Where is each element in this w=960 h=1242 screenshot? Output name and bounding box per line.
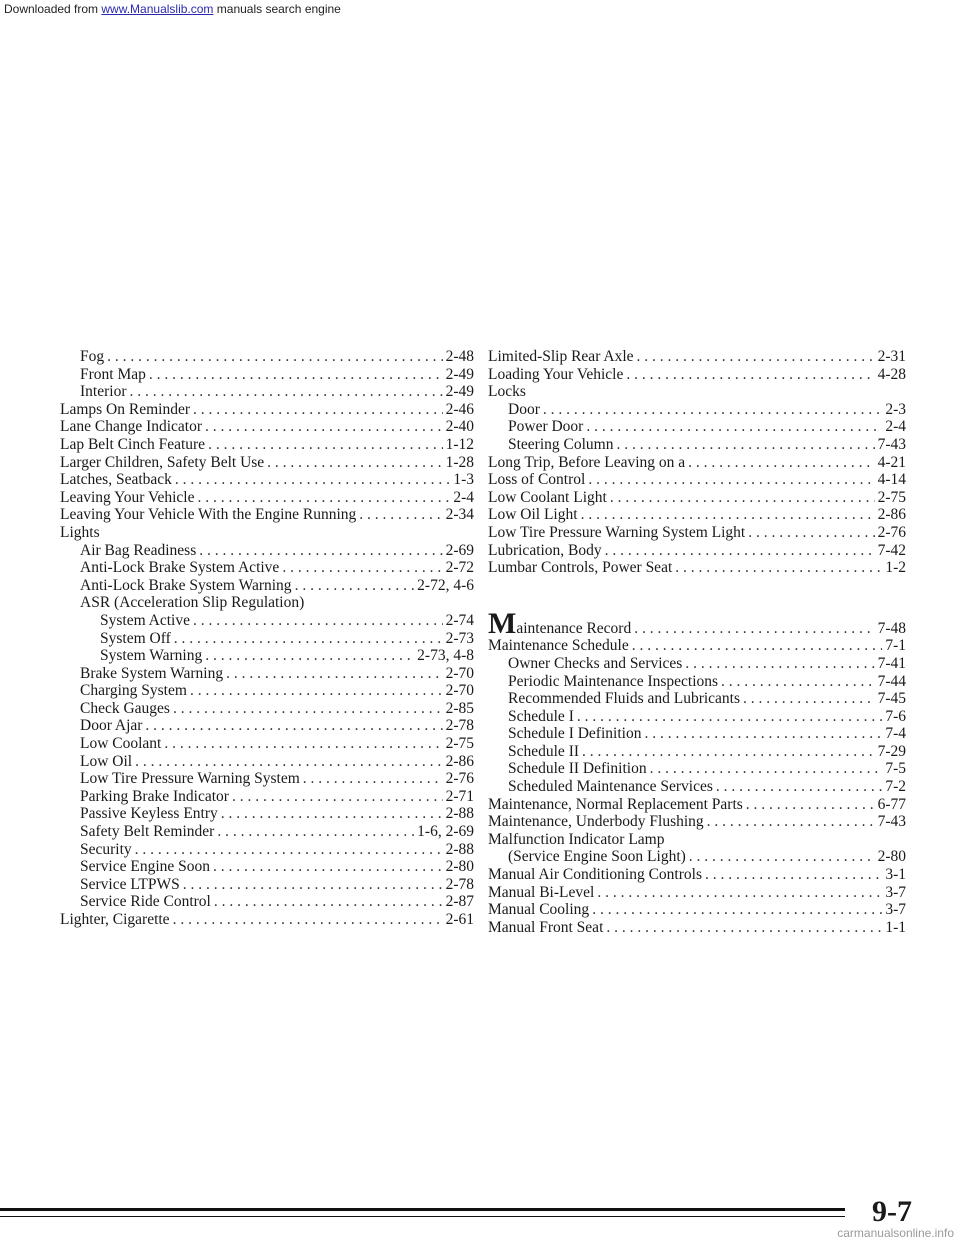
index-entry-label: Door Ajar bbox=[80, 717, 143, 735]
manualslib-link[interactable]: www.Manualslib.com bbox=[101, 2, 214, 16]
index-entry bbox=[60, 876, 474, 894]
leader-dots bbox=[175, 471, 450, 489]
index-entry bbox=[60, 753, 474, 771]
index-entry-label: Anti-Lock Brake System Active bbox=[80, 559, 280, 577]
index-column-left bbox=[60, 348, 474, 929]
index-entry-page: 2-4 bbox=[453, 488, 474, 506]
index-entry-page: 1-3 bbox=[453, 471, 474, 489]
index-entry-label: Periodic Maintenance Inspections bbox=[508, 672, 719, 690]
section-initial: M bbox=[488, 606, 517, 640]
index-entry-label: Leaving Your Vehicle With the Engine Running bbox=[60, 506, 357, 524]
leader-dots bbox=[616, 436, 874, 454]
index-entry-page: 6-77 bbox=[877, 795, 906, 813]
index-entry-label: Charging System bbox=[80, 682, 187, 700]
index-entry-label: Maintenance Schedule bbox=[488, 637, 629, 655]
index-entry-label: Manual Air Conditioning Controls bbox=[488, 866, 702, 884]
index-entry bbox=[60, 682, 474, 700]
index-entry-page: 2-70 bbox=[445, 682, 474, 700]
index-entry bbox=[488, 489, 906, 507]
index-entry bbox=[60, 717, 474, 735]
index-entry-label: Scheduled Maintenance Services bbox=[508, 778, 713, 796]
leader-dots bbox=[208, 436, 443, 454]
index-entry-label: Brake System Warning bbox=[80, 664, 224, 682]
index-entry-page: 2-88 bbox=[445, 840, 474, 858]
index-entry-page: 7-44 bbox=[877, 672, 906, 690]
leader-dots bbox=[129, 383, 442, 401]
index-entry bbox=[488, 542, 906, 560]
index-entry-page: 3-7 bbox=[885, 901, 906, 919]
leader-dots bbox=[577, 708, 882, 726]
leader-dots bbox=[205, 418, 443, 436]
leader-dots bbox=[543, 401, 882, 419]
index-entry-label: Low Coolant Light bbox=[488, 488, 607, 506]
index-entry-page: 1-6, 2-69 bbox=[417, 823, 474, 841]
leader-dots bbox=[650, 760, 883, 778]
leader-dots bbox=[748, 524, 874, 542]
index-entry-page: 2-76 bbox=[877, 523, 906, 541]
index-entry bbox=[60, 788, 474, 806]
leader-dots bbox=[174, 630, 443, 648]
index-entry bbox=[488, 813, 906, 831]
leader-dots bbox=[359, 506, 442, 524]
index-entry-label: Limited-Slip Rear Axle bbox=[488, 348, 634, 365]
index-entry-label: Service LTPWS bbox=[80, 875, 180, 893]
leader-dots bbox=[581, 506, 875, 524]
index-entry-label: Lubrication, Body bbox=[488, 541, 602, 559]
leader-dots bbox=[592, 901, 882, 919]
leader-dots bbox=[675, 559, 882, 577]
leader-dots bbox=[716, 778, 882, 796]
index-entry-label: Loss of Control bbox=[488, 471, 586, 489]
index-heading: Lights bbox=[60, 523, 100, 541]
index-entry bbox=[60, 893, 474, 911]
leader-dots bbox=[303, 770, 443, 788]
index-entry-label: System Off bbox=[100, 629, 171, 647]
leader-dots bbox=[588, 471, 874, 489]
index-entry bbox=[488, 418, 906, 436]
leader-dots bbox=[605, 542, 875, 560]
index-entry-label: (Service Engine Soon Light) bbox=[508, 848, 686, 866]
leader-dots bbox=[217, 823, 414, 841]
index-entry-label: Larger Children, Safety Belt Use bbox=[60, 453, 265, 471]
leader-dots bbox=[173, 700, 443, 718]
index-heading: Malfunction Indicator Lamp bbox=[488, 830, 665, 848]
index-entry-label: Latches, Seatback bbox=[60, 471, 172, 489]
index-entry-page: 2-74 bbox=[445, 611, 474, 629]
leader-dots bbox=[267, 454, 442, 472]
leader-dots bbox=[221, 805, 443, 823]
leader-dots bbox=[193, 401, 443, 419]
index-entry bbox=[60, 418, 474, 436]
index-entry-label: Schedule II Definition bbox=[508, 760, 647, 778]
leader-dots bbox=[214, 893, 443, 911]
leader-dots bbox=[149, 366, 443, 384]
index-entry-page: 7-29 bbox=[877, 742, 906, 760]
section-gap bbox=[488, 596, 906, 615]
index-entry bbox=[488, 673, 906, 691]
leader-dots bbox=[135, 841, 443, 859]
index-entry-label: Parking Brake Indicator bbox=[80, 787, 229, 805]
index-entry-label: Interior bbox=[80, 383, 127, 401]
index-entry bbox=[488, 848, 906, 866]
leader-dots bbox=[688, 454, 874, 472]
leader-dots bbox=[183, 876, 443, 894]
index-entry bbox=[488, 708, 906, 726]
index-entry bbox=[488, 436, 906, 454]
index-entry-label: Maintenance, Underbody Flushing bbox=[488, 813, 704, 831]
download-banner bbox=[4, 2, 341, 16]
index-entry-page: 2-40 bbox=[445, 418, 474, 436]
index-entry bbox=[60, 823, 474, 841]
leader-dots bbox=[107, 348, 442, 366]
index-entry bbox=[60, 770, 474, 788]
index-entry-label: aintenance Record bbox=[516, 619, 632, 637]
leader-dots bbox=[173, 911, 443, 929]
index-entry bbox=[488, 348, 906, 366]
index-entry-page: 2-80 bbox=[445, 858, 474, 876]
index-entry bbox=[488, 690, 906, 708]
leader-dots bbox=[644, 725, 882, 743]
index-entry-label: Lap Belt Cinch Feature bbox=[60, 435, 206, 453]
index-entry-page: 2-70 bbox=[445, 664, 474, 682]
index-entry bbox=[488, 471, 906, 489]
index-section-m bbox=[488, 637, 906, 936]
leader-dots bbox=[226, 665, 442, 683]
index-entry-page: 3-7 bbox=[885, 883, 906, 901]
leader-dots bbox=[145, 717, 442, 735]
index-entry-page: 1-12 bbox=[445, 435, 474, 453]
index-entry-page: 2-85 bbox=[445, 699, 474, 717]
index-entry-label: Maintenance, Normal Replacement Parts bbox=[488, 795, 743, 813]
index-entry bbox=[60, 911, 474, 929]
index-entry-page: 7-5 bbox=[885, 760, 906, 778]
index-entry-label: Loading Your Vehicle bbox=[488, 365, 624, 383]
watermark: carmanualsonline.info bbox=[837, 1226, 954, 1240]
index-entry-page: 2-34 bbox=[445, 506, 474, 524]
index-entry bbox=[60, 700, 474, 718]
index-entry bbox=[60, 436, 474, 454]
leader-dots bbox=[193, 612, 443, 630]
index-section-l bbox=[488, 348, 906, 577]
index-entry-label: Steering Column bbox=[508, 435, 614, 453]
index-entry-label: Schedule II bbox=[508, 742, 580, 760]
index-entry bbox=[60, 383, 474, 401]
index-entry-label: Low Tire Pressure Warning System Light bbox=[488, 523, 746, 541]
index-entry-label: Safety Belt Reminder bbox=[80, 823, 215, 841]
index-entry bbox=[60, 471, 474, 489]
index-entry-page: 7-1 bbox=[885, 637, 906, 655]
index-entry-page: 7-42 bbox=[877, 541, 906, 559]
index-entry bbox=[60, 366, 474, 384]
leader-dots bbox=[637, 348, 875, 366]
index-entry bbox=[60, 401, 474, 419]
leader-dots bbox=[295, 577, 415, 595]
index-entry bbox=[60, 489, 474, 507]
index-entry-label: Air Bag Readiness bbox=[80, 541, 197, 559]
index-entry bbox=[60, 542, 474, 560]
leader-dots bbox=[721, 673, 875, 691]
index-entry-page: 4-21 bbox=[877, 453, 906, 471]
index-entry bbox=[60, 735, 474, 753]
index-entry-page: 2-80 bbox=[877, 848, 906, 866]
index-entry-page: 4-14 bbox=[877, 471, 906, 489]
index-entry-page: 7-43 bbox=[877, 813, 906, 831]
index-entry-label: Manual Bi-Level bbox=[488, 883, 595, 901]
leader-dots bbox=[232, 788, 443, 806]
index-entry-page: 2-73, 4-8 bbox=[417, 647, 474, 665]
leader-dots bbox=[582, 743, 875, 761]
index-entry-page: 7-45 bbox=[877, 690, 906, 708]
index-entry-page: 2-78 bbox=[445, 875, 474, 893]
index-entry-page: 7-2 bbox=[885, 778, 906, 796]
index-entry-label: Anti-Lock Brake System Warning bbox=[80, 576, 292, 594]
index-column-right bbox=[488, 348, 906, 936]
leader-dots bbox=[205, 647, 414, 665]
index-entry-page: 2-87 bbox=[445, 893, 474, 911]
index-entry-page: 2-49 bbox=[445, 383, 474, 401]
index-entry bbox=[488, 655, 906, 673]
index-entry bbox=[60, 454, 474, 472]
index-entry bbox=[60, 841, 474, 859]
index-entry-label: Recommended Fluids and Lubricants bbox=[508, 690, 741, 708]
index-entry-page: 2-75 bbox=[445, 735, 474, 753]
index-entry-label: Manual Cooling bbox=[488, 901, 590, 919]
index-entry bbox=[60, 665, 474, 683]
index-entry-page: 4-28 bbox=[877, 365, 906, 383]
index-entry-page: 7-6 bbox=[885, 707, 906, 725]
index-entry-label: Service Ride Control bbox=[80, 893, 211, 911]
index-entry-page: 2-72, 4-6 bbox=[417, 576, 474, 594]
index-entry-label: Front Map bbox=[80, 365, 146, 383]
index-entry bbox=[60, 805, 474, 823]
index-entry bbox=[488, 454, 906, 472]
leader-dots bbox=[190, 682, 443, 700]
index-entry-page: 2-49 bbox=[445, 365, 474, 383]
index-entry-page: 1-1 bbox=[885, 918, 906, 936]
leader-dots bbox=[689, 848, 875, 866]
index-entry-page: 7-4 bbox=[885, 725, 906, 743]
index-entry bbox=[488, 743, 906, 761]
index-entry-label: Schedule I Definition bbox=[508, 725, 642, 743]
index-entry bbox=[488, 919, 906, 937]
index-heading: ASR (Acceleration Slip Regulation) bbox=[80, 594, 305, 612]
leader-dots bbox=[597, 884, 882, 902]
index-entry-page: 7-41 bbox=[877, 654, 906, 672]
leader-dots bbox=[707, 813, 875, 831]
leader-dots bbox=[685, 655, 874, 673]
index-entry bbox=[488, 524, 906, 542]
index-entry-page: 2-31 bbox=[877, 348, 906, 365]
index-entry-page: 2-4 bbox=[885, 418, 906, 436]
index-entry-label: Power Door bbox=[508, 418, 584, 436]
index-entry-page: 2-71 bbox=[445, 787, 474, 805]
index-entry-page: 7-43 bbox=[877, 435, 906, 453]
leader-dots bbox=[632, 637, 883, 655]
index-entry-label: Owner Checks and Services bbox=[508, 654, 683, 672]
index-entry-label: Low Oil bbox=[80, 752, 133, 770]
index-entry-label: Check Gauges bbox=[80, 699, 170, 717]
index-entry-label: Low Oil Light bbox=[488, 506, 578, 524]
index-entry-page: 2-78 bbox=[445, 717, 474, 735]
leader-dots bbox=[197, 489, 450, 507]
index-entry-label: Door bbox=[508, 400, 540, 418]
index-entry-label: Lighter, Cigarette bbox=[60, 911, 170, 928]
leader-dots bbox=[743, 690, 875, 708]
index-entry-label: Lamps On Reminder bbox=[60, 400, 191, 418]
footer-rule-thin bbox=[0, 1216, 845, 1217]
leader-dots bbox=[606, 919, 882, 937]
leader-dots bbox=[705, 866, 882, 884]
index-entry-page: 2-72 bbox=[445, 559, 474, 577]
index-entry-label: Schedule I bbox=[508, 707, 574, 725]
leader-dots bbox=[586, 418, 882, 436]
index-entry bbox=[488, 725, 906, 743]
leader-dots bbox=[164, 735, 442, 753]
index-entry-page: 2-76 bbox=[445, 770, 474, 788]
download-suffix: manuals search engine bbox=[213, 2, 341, 16]
index-entry bbox=[488, 778, 906, 796]
index-entry-label: Long Trip, Before Leaving on a bbox=[488, 453, 686, 471]
index-entry-section-start bbox=[488, 606, 906, 640]
index-entry-label: System Active bbox=[100, 611, 190, 629]
index-entry bbox=[488, 760, 906, 778]
index-entry bbox=[488, 559, 906, 577]
index-entry-label: Low Tire Pressure Warning System bbox=[80, 770, 300, 788]
leader-dots bbox=[282, 559, 442, 577]
index-entry bbox=[60, 612, 474, 630]
section-gap bbox=[488, 577, 906, 596]
index-entry bbox=[60, 577, 474, 595]
index-entry bbox=[488, 401, 906, 419]
leader-dots bbox=[634, 620, 874, 638]
index-entry bbox=[488, 366, 906, 384]
index-entry-page: 2-61 bbox=[445, 911, 474, 928]
index-entry-page: 2-75 bbox=[877, 488, 906, 506]
index-entry bbox=[488, 866, 906, 884]
index-entry-label: Fog bbox=[80, 348, 105, 365]
index-entry-label: Leaving Your Vehicle bbox=[60, 488, 195, 506]
leader-dots bbox=[626, 366, 874, 384]
index-entry-page: 1-28 bbox=[445, 453, 474, 471]
leader-dots bbox=[746, 796, 875, 814]
index-entry bbox=[60, 647, 474, 665]
index-entry bbox=[488, 637, 906, 655]
index-entry-label: Low Coolant bbox=[80, 735, 162, 753]
index-entry-page: 2-73 bbox=[445, 629, 474, 647]
download-prefix: Downloaded from bbox=[4, 2, 102, 16]
leader-dots bbox=[610, 489, 875, 507]
index-entry-label: Security bbox=[80, 840, 132, 858]
index-entry-page: 2-46 bbox=[445, 400, 474, 418]
index-entry-page: 2-86 bbox=[445, 752, 474, 770]
page-number: 9-7 bbox=[872, 1195, 912, 1228]
index-entry-label: Lane Change Indicator bbox=[60, 418, 203, 436]
index-entry-label: Lumbar Controls, Power Seat bbox=[488, 559, 673, 577]
footer-rule-thick bbox=[0, 1208, 845, 1211]
index-entry-label: Service Engine Soon bbox=[80, 858, 211, 876]
index-entry bbox=[488, 884, 906, 902]
index-entry-label: Passive Keyless Entry bbox=[80, 805, 218, 823]
index-entry-page: 2-48 bbox=[445, 348, 474, 365]
leader-dots bbox=[199, 542, 442, 560]
index-entry-page: 2-88 bbox=[445, 805, 474, 823]
index-entry-page: 2-86 bbox=[877, 506, 906, 524]
index-entry bbox=[60, 559, 474, 577]
index-entry bbox=[488, 506, 906, 524]
index-heading: Locks bbox=[488, 383, 526, 401]
index-entry bbox=[488, 901, 906, 919]
index-entry bbox=[488, 796, 906, 814]
index-entry bbox=[60, 506, 474, 524]
leader-dots bbox=[135, 753, 442, 771]
index-entry-page: 3-1 bbox=[885, 866, 906, 884]
index-entry-label: System Warning bbox=[100, 647, 203, 665]
index-entry-label: Manual Front Seat bbox=[488, 918, 604, 936]
leader-dots bbox=[213, 858, 443, 876]
index-entry bbox=[60, 630, 474, 648]
index-entry-page: 7-48 bbox=[877, 619, 906, 637]
index-entry-page: 1-2 bbox=[885, 559, 906, 577]
index-entry bbox=[60, 858, 474, 876]
index-entry bbox=[60, 348, 474, 366]
index-entry-page: 2-69 bbox=[445, 541, 474, 559]
index-entry-page: 2-3 bbox=[885, 400, 906, 418]
